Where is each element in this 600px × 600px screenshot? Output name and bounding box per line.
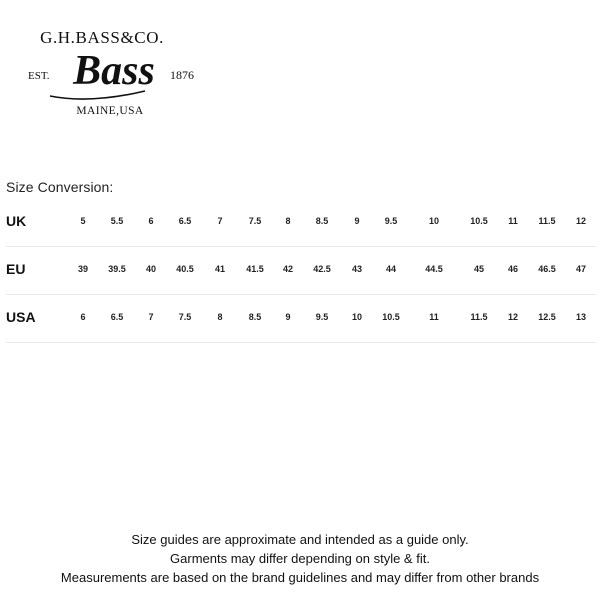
size-cell: 43 <box>351 264 362 274</box>
row-label-uk: UK <box>6 213 27 229</box>
size-cell: 7.5 <box>178 312 192 322</box>
size-cell: 8.5 <box>315 216 329 226</box>
size-cell: 46 <box>507 264 518 274</box>
size-cell: 9 <box>285 312 291 322</box>
size-cell: 13 <box>575 312 586 322</box>
size-conversion-table <box>6 199 596 343</box>
size-cell: 45 <box>473 264 484 274</box>
size-cell: 11 <box>429 312 439 322</box>
size-cell: 39 <box>77 264 88 274</box>
size-cell: 7 <box>217 216 223 226</box>
size-cell: 9.5 <box>315 312 329 322</box>
logo-year-text: 1876 <box>170 68 194 82</box>
size-cell: 9.5 <box>384 216 398 226</box>
size-cell: 10 <box>351 312 362 322</box>
logo-est-text: EST. <box>28 70 50 82</box>
size-cell: 6.5 <box>110 312 124 322</box>
row-label-eu: EU <box>6 261 26 277</box>
size-row-eu <box>6 247 596 295</box>
size-cell: 5 <box>80 216 86 226</box>
size-row-usa <box>6 295 596 343</box>
logo-top-text: G.H.BASS&CO. <box>40 28 164 47</box>
row-label-usa: USA <box>6 309 36 325</box>
size-cell: 10.5 <box>382 312 400 322</box>
size-guide-disclaimer <box>0 530 600 587</box>
size-cell: 9 <box>354 216 360 226</box>
size-cell: 11.5 <box>538 216 556 226</box>
size-cell: 12.5 <box>538 312 556 322</box>
size-cell: 8.5 <box>248 312 262 322</box>
brand-logo <box>20 18 220 123</box>
size-cell: 46.5 <box>538 264 556 274</box>
size-row-uk <box>6 199 596 247</box>
logo-location-text: MAINE,USA <box>76 105 144 117</box>
size-cell: 10.5 <box>470 216 488 226</box>
size-cell: 12 <box>575 216 586 226</box>
size-cell: 10 <box>428 216 439 226</box>
size-cell: 39.5 <box>108 264 126 274</box>
size-cell: 7.5 <box>248 216 262 226</box>
size-cell: 41 <box>214 264 225 274</box>
size-cell: 47 <box>575 264 586 274</box>
size-cell: 42.5 <box>313 264 331 274</box>
size-cell: 12 <box>507 312 518 322</box>
disclaimer-line: Size guides are approximate and intended as a guide only. <box>131 532 469 547</box>
size-cell: 44.5 <box>425 264 443 274</box>
logo-brand-script: Bass <box>73 48 155 94</box>
size-cell: 6.5 <box>178 216 192 226</box>
size-cell: 7 <box>148 312 154 322</box>
size-cell: 8 <box>217 312 223 322</box>
size-cell: 6 <box>148 216 154 226</box>
size-cell: 5.5 <box>110 216 124 226</box>
bass-logo-graphic <box>20 18 220 123</box>
size-cell: 40 <box>145 264 156 274</box>
size-cell: 44 <box>385 264 396 274</box>
size-cell: 11 <box>508 216 518 226</box>
size-cell: 6 <box>80 312 86 322</box>
size-conversion-title: Size Conversion: <box>6 179 114 195</box>
size-cell: 8 <box>285 216 291 226</box>
size-cell: 42 <box>282 264 293 274</box>
size-cell: 40.5 <box>176 264 194 274</box>
disclaimer-line: Garments may differ depending on style & fit. <box>170 551 430 566</box>
disclaimer-line: Measurements are based on the brand guidelines and may differ from other brands <box>60 570 540 585</box>
size-cell: 11.5 <box>470 312 488 322</box>
size-cell: 41.5 <box>246 264 264 274</box>
